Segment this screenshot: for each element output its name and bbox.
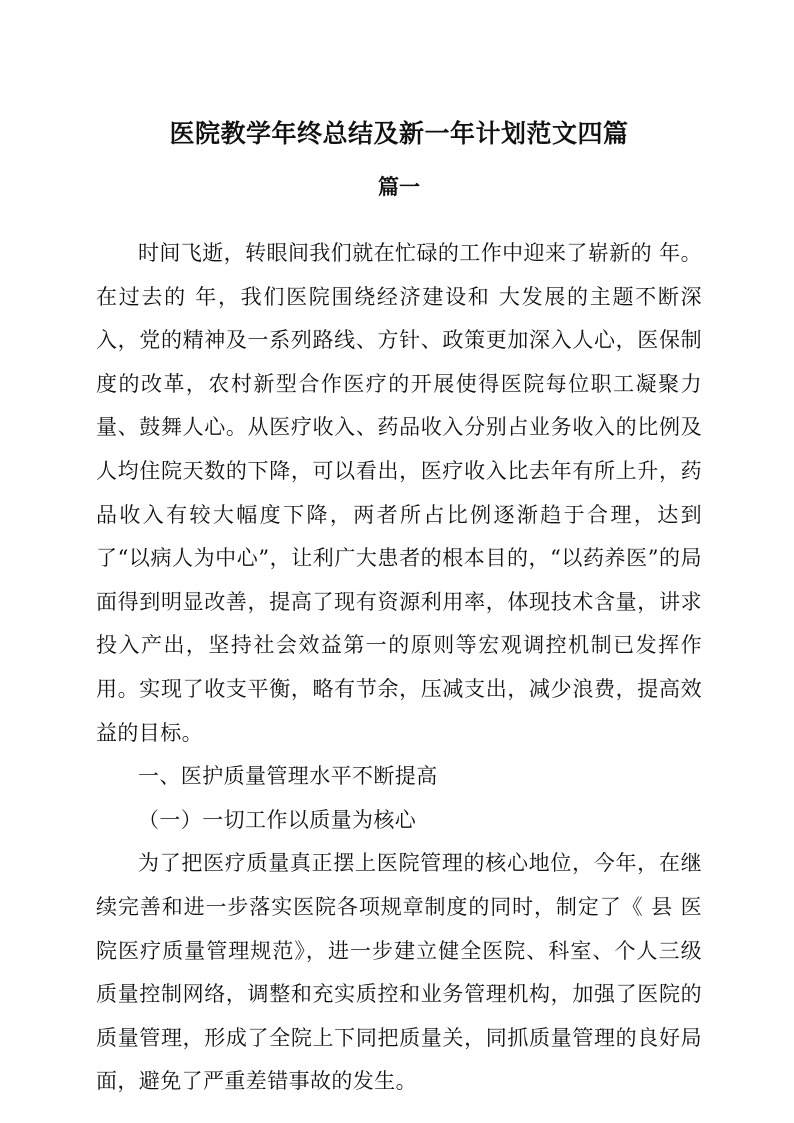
document-body [96, 232, 702, 1104]
document-subtitle: 篇一 [378, 175, 420, 199]
document-title: 医院教学年终总结及新一年计划范文四篇 [169, 119, 629, 148]
subsection-heading: （一）一切工作以质量为核心 [138, 807, 417, 832]
paragraph-quality: 为了把医疗质量真正摆上医院管理的核心地位，今年，在继续完善和进一步落实医院各项规章制度的同时，制定了《 县 医院医疗质量管理规范》，进一步建立健全医院、科室、个人三级质量控制网络，调整和充实质控和业务管理机构，加强了医院的质量管理，形成了全院上下同把质量关，同抓质量管理的良好局面，避免了严重差错事故的发生。 [96, 851, 702, 1094]
section-heading: 一、医护质量管理水平不断提高 [138, 764, 438, 789]
paragraph-intro: 时间飞逝，转眼间我们就在忙碌的工作中迎来了崭新的 年。在过去的 年，我们医院围绕经济建设和 大发展的主题不断深入，党的精神及一系列路线、方针、政策更加深入人心，医保制度的改革，农村新型合作医疗的开展使得医院每位职工凝聚力量、鼓舞人心。从医疗收入、药品收入分别占业务收入的比例及人均住院天数的下降，可以看出，医疗收入比去年有所上升，药品收入有较大幅度下降，两者所占比例逐渐趋于合理，达到了“以病人为中心”，让利广大患者的根本目的，“以药养医”的局面得到明显改善，提高了现有资源利用率，体现技术含量，讲求投入产出，坚持社会效益第一的原则等宏观调控机制已发挥作用。实现了收支平衡，略有节余，压减支出，减少浪费，提高效益的目标。 [96, 241, 702, 745]
